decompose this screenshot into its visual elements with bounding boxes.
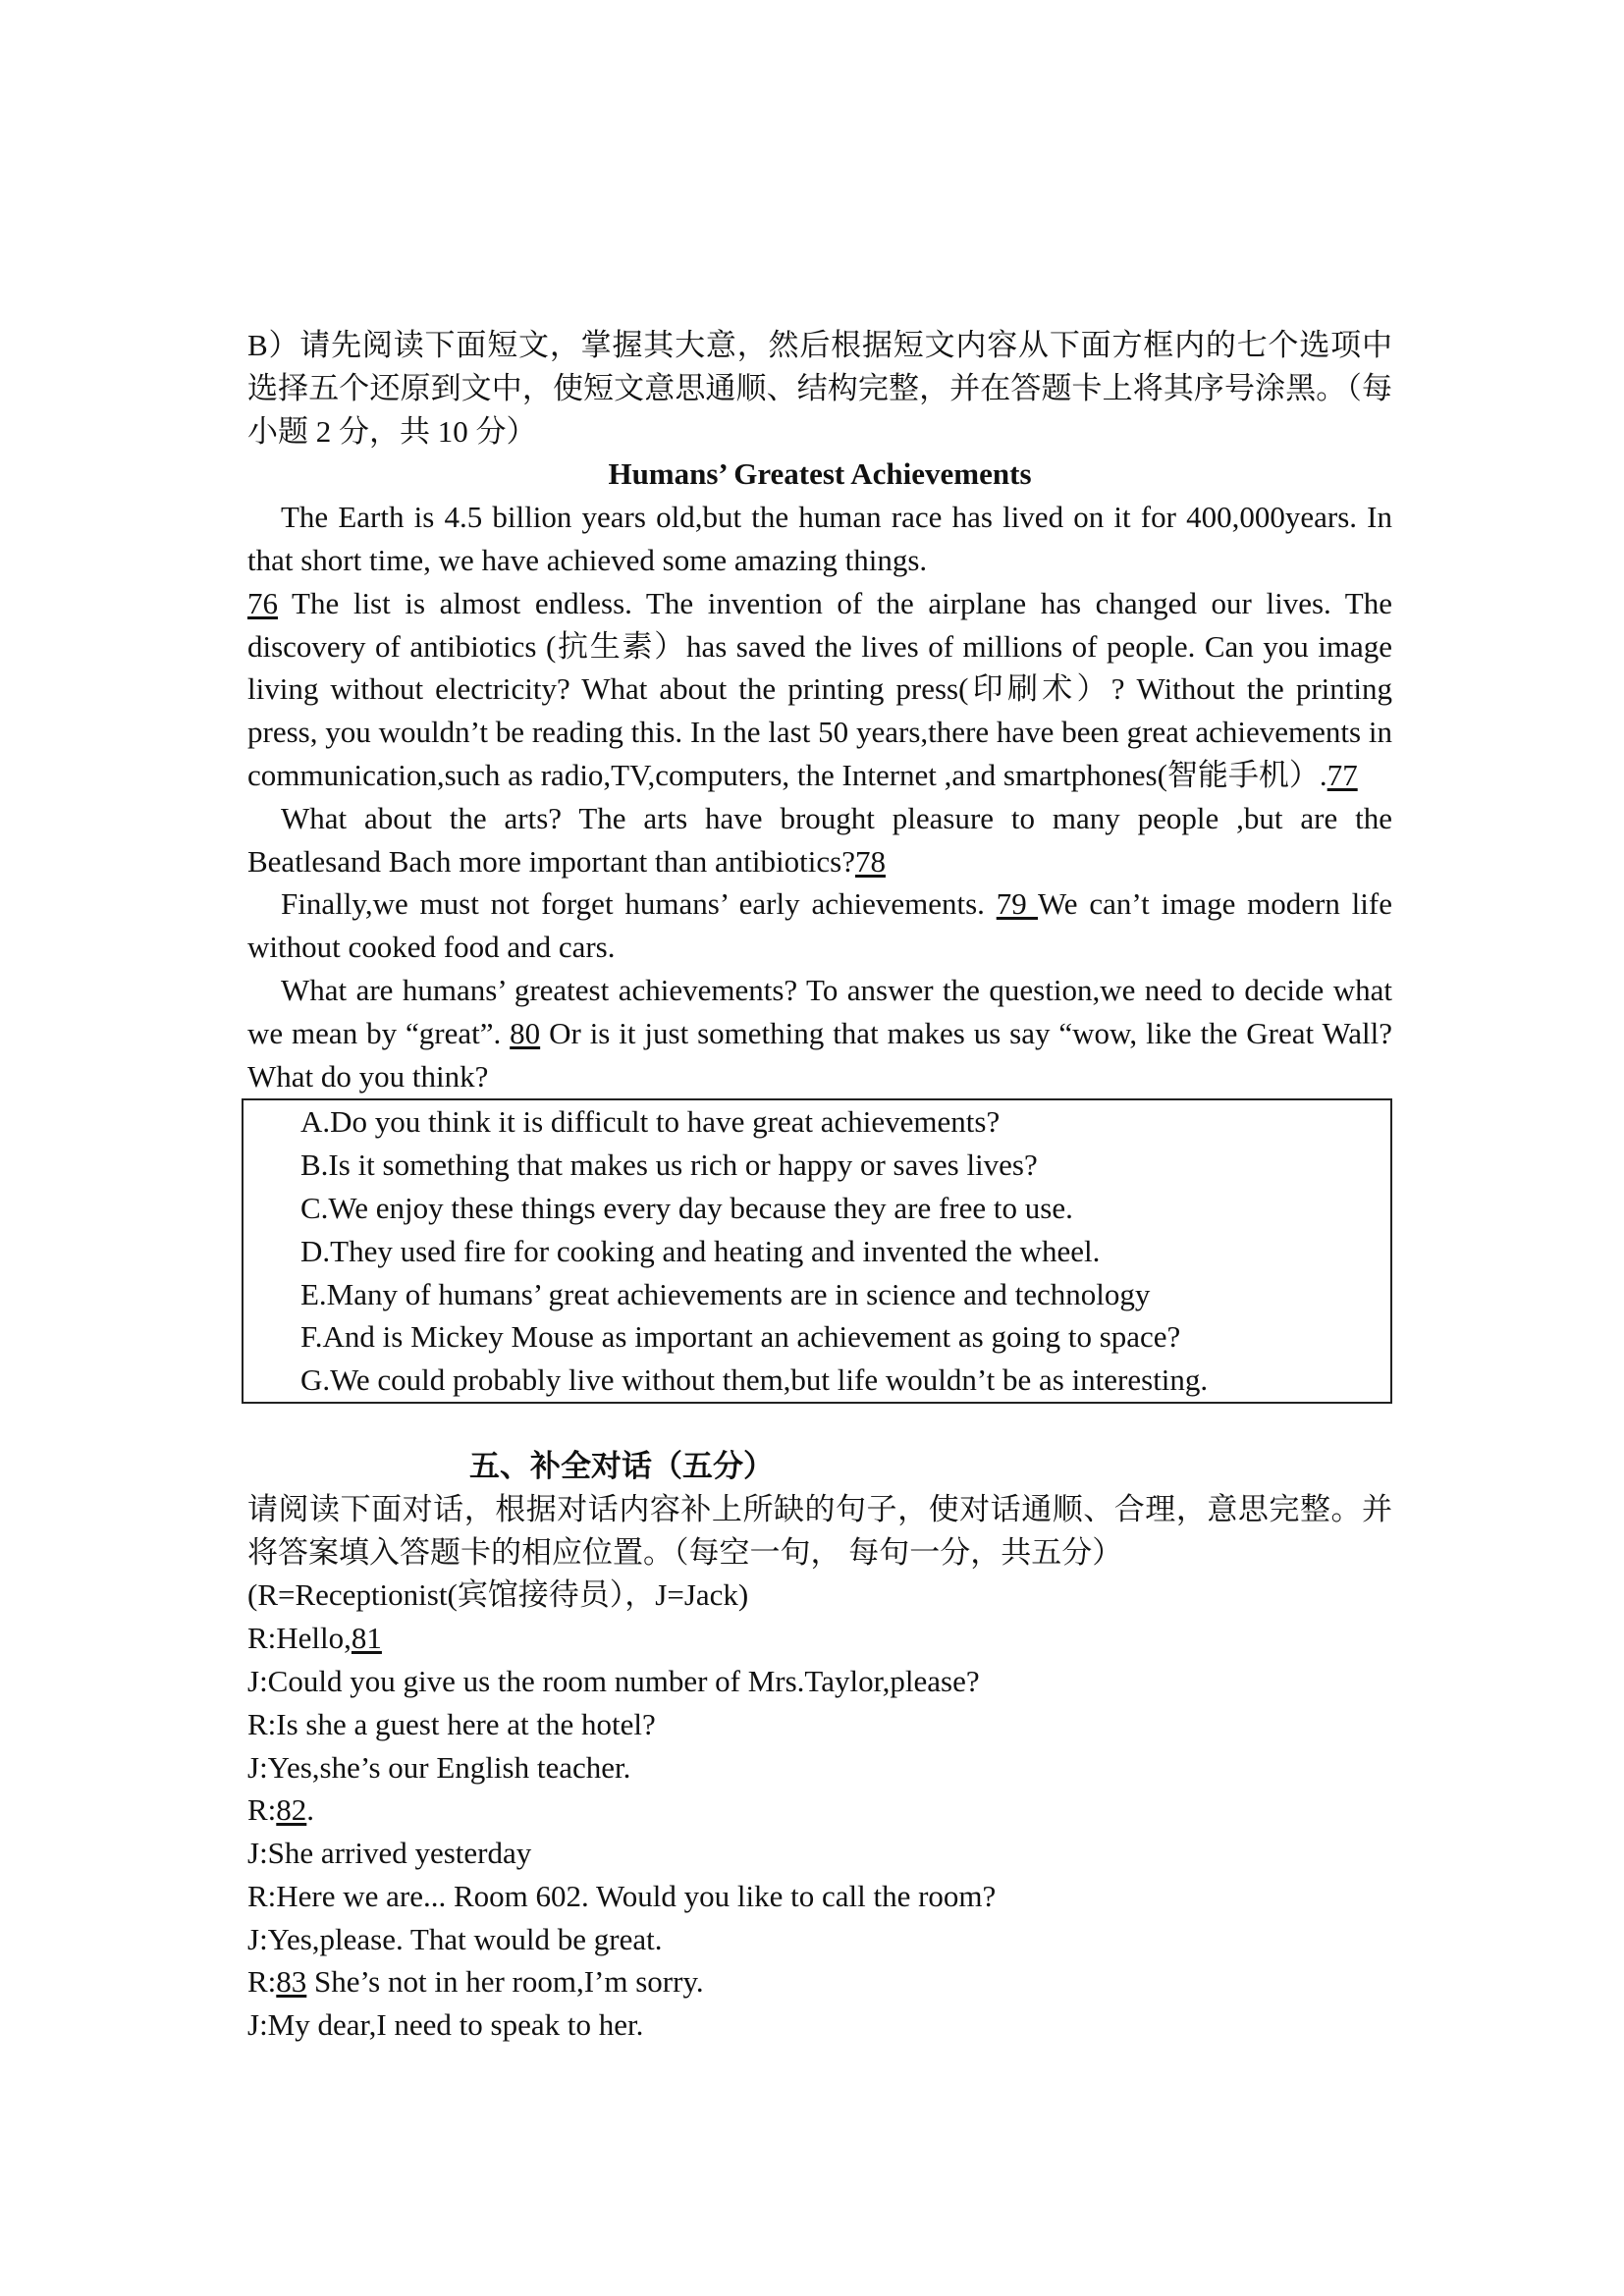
dialogue-roles: (R=Receptionist(宾馆接待员），J=Jack) xyxy=(247,1577,749,1613)
blank-79: 79 xyxy=(996,886,1038,922)
part-b-instructions: B）请先阅读下面短文，掌握其大意，然后根据短文内容从下面方框内的七个选项中选择五个还原到文中，使短文意思通顺、结构完整，并在答题卡上将其序号涂黑。（每小题 2 分，共 10 分） xyxy=(247,328,1392,449)
dialogue-line-9 xyxy=(247,1960,1392,2003)
dialogue-line-5-post: . xyxy=(306,1792,315,1828)
dialogue-line-3: R:Is she a guest here at the hotel? xyxy=(247,1706,656,1741)
option-c: C.We enjoy these things every day because they are free to use. xyxy=(300,1190,1073,1225)
blank-76: 76 xyxy=(247,585,278,620)
option-e: E.Many of humans’ great achievements are in science and technology xyxy=(300,1276,1151,1311)
dialogue-line-6: J:She arrived yesterday xyxy=(247,1836,532,1871)
options-box xyxy=(242,1098,1392,1404)
paragraph-2 xyxy=(247,582,1392,797)
option-g: G.We could probably live without them,but life wouldn’t be as interesting. xyxy=(300,1362,1209,1398)
passage-title: Humans’ Greatest Achievements xyxy=(608,456,1032,492)
dialogue-line-1-text: R:Hello, xyxy=(247,1621,352,1656)
dialogue-line-5 xyxy=(247,1789,1392,1832)
blank-78: 78 xyxy=(854,843,886,879)
paragraph-5-text-b: Or is it just something that makes us say “wow, like the Great Wall? What do you think? xyxy=(247,1015,1392,1094)
option-d: D.They used fire for cooking and heating and invented the wheel. xyxy=(300,1233,1101,1268)
blank-81: 81 xyxy=(351,1621,382,1656)
paragraph-4 xyxy=(247,882,1392,969)
paragraph-4-text-b: We can’t image modern life without cooked food and cars. xyxy=(247,886,1392,965)
dialogue-line-1 xyxy=(247,1617,1392,1660)
option-f: F.And is Mickey Mouse as important an achievement as going to space? xyxy=(300,1319,1181,1355)
section-5-instructions: 请阅读下面对话，根据对话内容补上所缺的句子，使对话通顺、合理，意思完整。并将答案填入答题卡的相应位置。（每空一句， 每句一分，共五分） xyxy=(247,1491,1392,1570)
dialogue-line-5-pre: R: xyxy=(247,1792,277,1828)
paragraph-2-text: The list is almost endless. The invention of the airplane has changed our lives. The discovery of antibiotics (抗生素）has saved the lives of millions of people. Can you image living without electricity? What about the printing press(印刷术）? Without the printing press, you wouldn’t be reading this. In the last 50 years,there have been great achievements in communication,such as radio,TV,computers, the Internet ,and smartphones(智能手机）. xyxy=(247,585,1392,792)
option-b: B.Is it something that makes us rich or happy or saves lives? xyxy=(300,1148,1038,1183)
dialogue-line-9-pre: R: xyxy=(247,1964,277,2000)
dialogue-line-9-post: She’s not in her room,I’m sorry. xyxy=(306,1964,704,2000)
paragraph-1: The Earth is 4.5 billion years old,but the human race has lived on it for 400,000years. In that short time, we have achieved some amazing things. xyxy=(247,500,1392,577)
dialogue-line-7: R:Here we are... Room 602. Would you like to call the room? xyxy=(247,1878,997,1913)
dialogue-line-8: J:Yes,please. That would be great. xyxy=(247,1921,663,1956)
option-a: A.Do you think it is difficult to have great achievements? xyxy=(300,1104,1001,1140)
paragraph-3-text: What about the arts? The arts have brought pleasure to many people ,but are the Beatlesand Bach more important than antibiotics? xyxy=(247,800,1392,879)
blank-80: 80 xyxy=(510,1015,541,1050)
paragraph-5 xyxy=(247,969,1392,1097)
exam-page xyxy=(247,324,1392,2047)
section-5-title: 五、补全对话（五分） xyxy=(469,1448,774,1483)
blank-82: 82 xyxy=(276,1792,307,1828)
dialogue-line-2: J:Could you give us the room number of Mrs.Taylor,please? xyxy=(247,1663,980,1698)
dialogue-line-4: J:Yes,she’s our English teacher. xyxy=(247,1749,631,1785)
blank-77: 77 xyxy=(1326,757,1358,792)
paragraph-5-text-a: What are humans’ greatest achievements? To answer the question,we need to decide what we mean by “great”. xyxy=(247,972,1392,1050)
blank-83: 83 xyxy=(276,1964,307,2000)
dialogue-line-10: J:My dear,I need to speak to her. xyxy=(247,2007,644,2043)
paragraph-4-text-a: Finally,we must not forget humans’ early achievements. xyxy=(281,886,997,922)
paragraph-3 xyxy=(247,797,1392,883)
